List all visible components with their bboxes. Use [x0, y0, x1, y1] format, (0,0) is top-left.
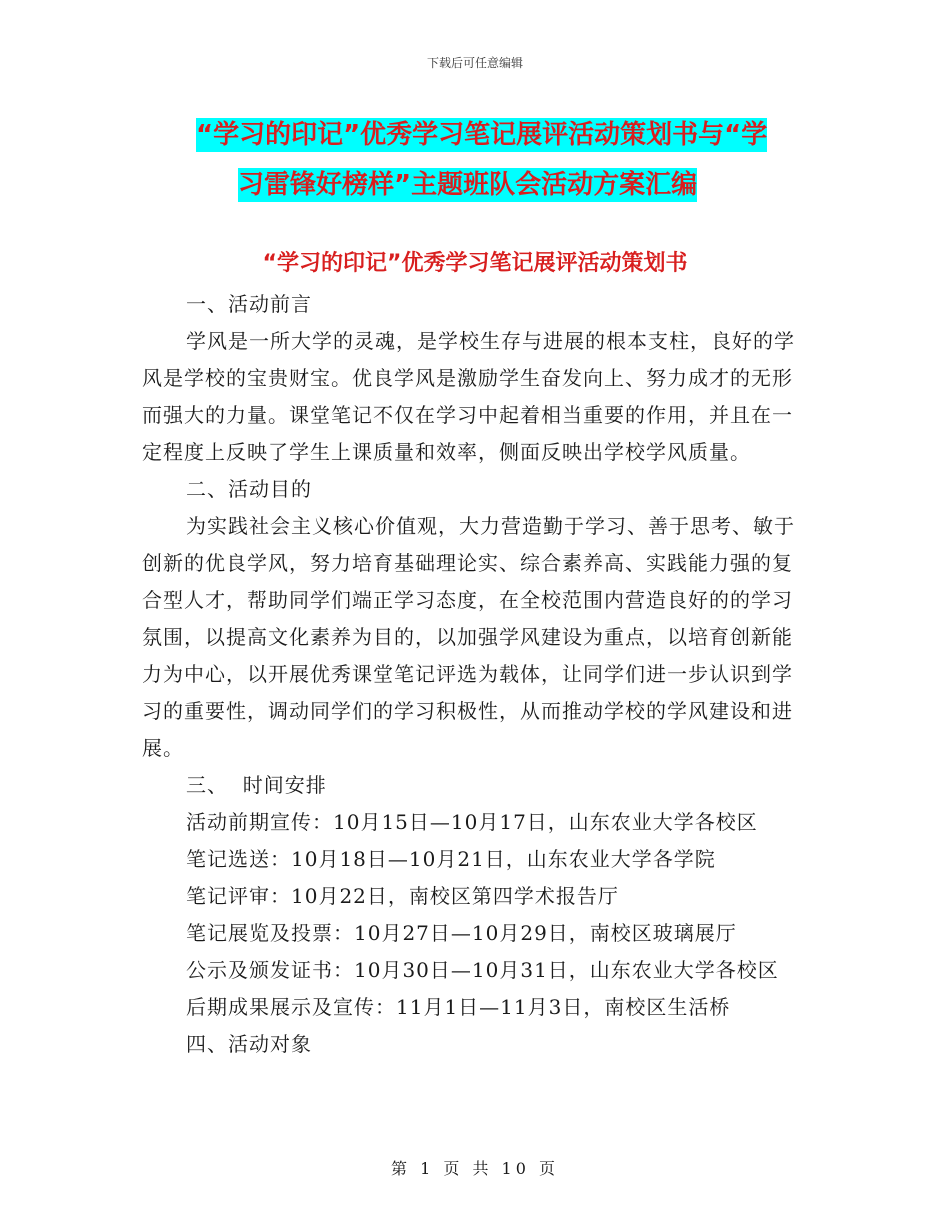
schedule-item: 公示及颁发证书：10月30日—10月31日，山东农业大学各校区: [186, 958, 779, 982]
document-body: [142, 286, 806, 1063]
page-footer: 第 1 页 共 10 页: [391, 1159, 559, 1178]
section-paragraph-1: 学风是一所大学的灵魂，是学校生存与进展的根本支柱，良好的学风是学校的宝贵财宝。优良学风是激励学生奋发向上、努力成才的无形而强大的力量。课堂笔记不仅在学习中起着相当重要的作用，并且在一定程度上反映了学生上课质量和效率，侧面反映出学校学风质量。: [142, 329, 795, 464]
section-heading-4: 四、活动对象: [186, 1032, 312, 1056]
schedule-item: 笔记展览及投票：10月27日—10月29日，南校区玻璃展厅: [186, 921, 737, 945]
header-note: 下载后可任意编辑: [426, 56, 523, 70]
sub-title: “学习的印记”优秀学习笔记展评活动策划书: [262, 251, 688, 276]
section-heading-2: 二、活动目的: [186, 477, 312, 501]
schedule-item: 活动前期宣传：10月15日—10月17日，山东农业大学各校区: [186, 810, 758, 834]
schedule-item: 后期成果展示及宣传：11月1日—11月3日，南校区生活桥: [186, 995, 731, 1019]
schedule-item: 笔记选送：10月18日—10月21日，山东农业大学各学院: [186, 847, 716, 871]
section-heading-3: 三、 时间安排: [186, 773, 327, 797]
section-paragraph-2: 为实践社会主义核心价值观，大力营造勤于学习、善于思考、敏于创新的优良学风，努力培育基础理论实、综合素养高、实践能力强的复合型人才，帮助同学们端正学习态度，在全校范围内营造良好的的学习氛围，以提高文化素养为目的，以加强学风建设为重点，以培育创新能力为中心，以开展优秀课堂笔记评选为载体，让同学们进一步认识到学习的重要性，调动同学们的学习积极性，从而推动学校的学风建设和进展。: [142, 514, 795, 760]
main-title: [190, 110, 810, 210]
main-title-line-1: “学习的印记”优秀学习笔记展评活动策划书与“学: [196, 120, 768, 150]
section-heading-1: 一、活动前言: [186, 292, 312, 316]
main-title-line-2: 习雷锋好榜样”主题班队会活动方案汇编: [238, 170, 698, 200]
schedule-item: 笔记评审：10月22日，南校区第四学术报告厅: [186, 884, 619, 908]
